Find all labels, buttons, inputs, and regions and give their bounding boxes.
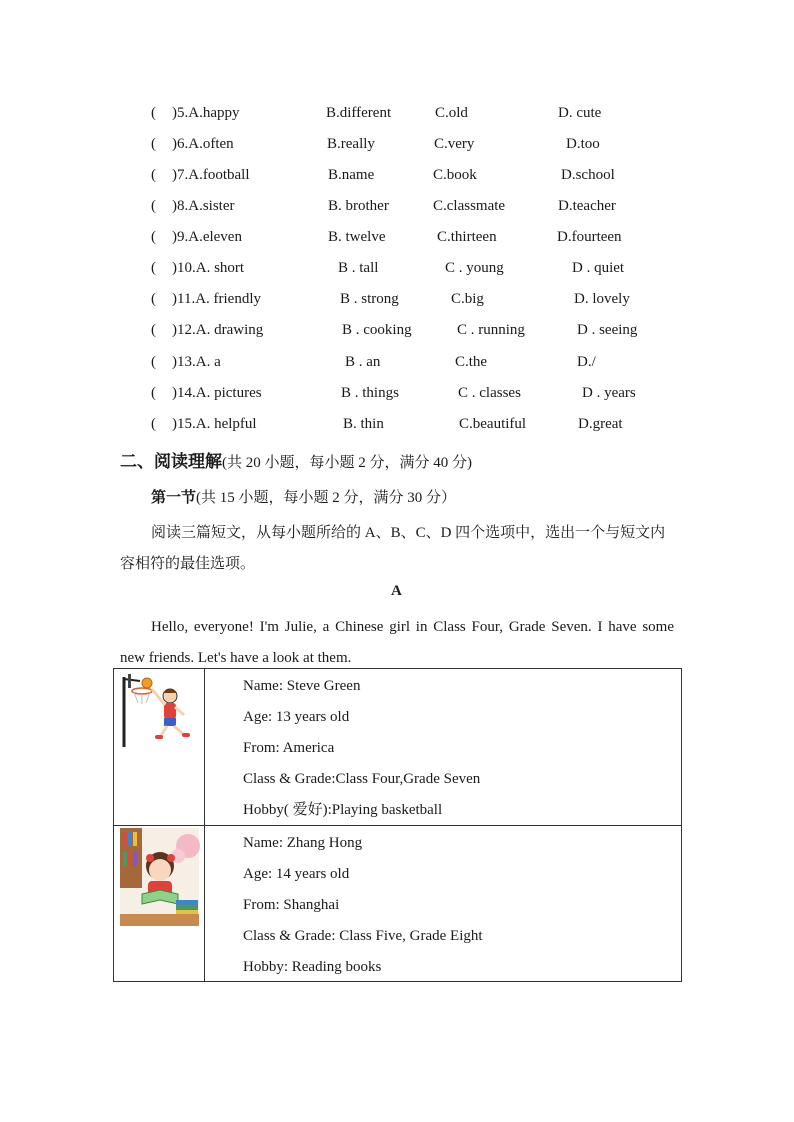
- section-heading: [120, 451, 472, 474]
- option-d: D.too: [566, 136, 600, 152]
- option-c: C.classmate: [433, 198, 506, 214]
- mcq-row-6: [0, 134, 794, 154]
- option-a: )7.A.football: [172, 167, 250, 183]
- subsection-heading: [151, 487, 456, 508]
- option-d: D . years: [582, 385, 636, 401]
- answer-paren: (: [151, 260, 156, 276]
- mcq-row-9: [0, 227, 794, 247]
- option-b: B. brother: [328, 198, 389, 214]
- option-c: C . running: [457, 322, 525, 338]
- mcq-row-15: [0, 414, 794, 434]
- answer-paren: (: [151, 229, 156, 245]
- option-b: B.name: [328, 167, 375, 183]
- option-c: C . classes: [458, 385, 521, 401]
- option-a: )15.A. helpful: [172, 416, 257, 432]
- profile-from: From: America: [243, 740, 335, 756]
- profile-name: Name: Zhang Hong: [243, 835, 363, 851]
- option-d: D . seeing: [577, 322, 638, 338]
- answer-paren: (: [151, 354, 156, 370]
- option-a: )6.A.often: [172, 136, 234, 152]
- option-c: C.book: [433, 167, 477, 183]
- mcq-row-10: [0, 258, 794, 278]
- profile-age: Age: 14 years old: [243, 866, 350, 882]
- answer-paren: (: [151, 291, 156, 307]
- mcq-row-7: [0, 165, 794, 185]
- mcq-row-12: [0, 320, 794, 340]
- passage-intro: Hello, everyone! I'm Julie, a Chinese girl in Class Four, Grade Seven. I have some new friends. Let's have a look at them.: [120, 619, 674, 666]
- profile-hobby: Hobby: Reading books: [243, 959, 382, 975]
- table-row: [114, 826, 682, 982]
- option-b: B. twelve: [328, 229, 386, 245]
- option-c: C . young: [445, 260, 504, 276]
- answer-paren: (: [151, 198, 156, 214]
- profile-image-cell: [114, 826, 205, 982]
- option-b: B . an: [345, 354, 381, 370]
- option-a: )13.A. a: [172, 354, 221, 370]
- option-b: B.different: [326, 105, 392, 121]
- answer-paren: (: [151, 322, 156, 338]
- profile-hobby: Hobby( 爱好):Playing basketball: [243, 802, 443, 818]
- profile-class-grade: Class & Grade: Class Five, Grade Eight: [243, 928, 483, 944]
- profile-info-cell: [205, 826, 682, 982]
- mcq-row-14: [0, 383, 794, 403]
- option-d: D.teacher: [558, 198, 616, 214]
- option-d: D.school: [561, 167, 615, 183]
- section-note: (共 20 小题，每小题 2 分，满分 40 分): [222, 455, 472, 471]
- answer-paren: (: [151, 105, 156, 121]
- answer-paren: (: [151, 167, 156, 183]
- option-a: )8.A.sister: [172, 198, 235, 214]
- option-a: )9.A.eleven: [172, 229, 242, 245]
- girl-reading-illustration: [114, 826, 204, 930]
- option-a: )11.A. friendly: [172, 291, 262, 307]
- answer-paren: (: [151, 416, 156, 432]
- mcq-row-8: [0, 196, 794, 216]
- option-b: B . tall: [338, 260, 379, 276]
- option-c: C.the: [455, 354, 488, 370]
- answer-paren: (: [151, 385, 156, 401]
- option-d: D./: [577, 354, 596, 370]
- option-b: B. thin: [343, 416, 384, 432]
- profile-image-cell: [114, 669, 205, 826]
- mcq-row-5: [0, 103, 794, 123]
- option-d: D.fourteen: [557, 229, 622, 245]
- section-title: 二、阅读理解: [120, 452, 222, 472]
- option-b: B . cooking: [342, 322, 412, 338]
- passage-letter: A: [391, 583, 402, 599]
- table-row: [114, 669, 682, 826]
- profile-name: Name: Steve Green: [243, 678, 361, 694]
- option-c: C.big: [451, 291, 484, 307]
- profile-age: Age: 13 years old: [243, 709, 350, 725]
- profile-table: [113, 668, 682, 982]
- mcq-row-11: [0, 289, 794, 309]
- profile-from: From: Shanghai: [243, 897, 340, 913]
- option-d: D.great: [578, 416, 623, 432]
- basketball-player-illustration: [114, 669, 204, 759]
- subsection-note: (共 15 小题，每小题 2 分，满分 30 分）: [196, 490, 457, 506]
- subsection-title: 第一节: [151, 488, 197, 506]
- option-a: )10.A. short: [172, 260, 245, 276]
- option-a: )5.A.happy: [172, 105, 240, 121]
- option-a: )14.A. pictures: [172, 385, 262, 401]
- option-c: C.old: [435, 105, 468, 121]
- option-b: B . things: [341, 385, 399, 401]
- option-b: B . strong: [340, 291, 399, 307]
- instructions: 阅读三篇短文，从每小题所给的 A、B、C、D 四个选项中，选出一个与短文内容相符的最佳选项。: [120, 525, 666, 572]
- option-d: D . quiet: [572, 260, 625, 276]
- option-b: B.really: [327, 136, 375, 152]
- option-a: )12.A. drawing: [172, 322, 264, 338]
- option-d: D. lovely: [574, 291, 630, 307]
- profile-class-grade: Class & Grade:Class Four,Grade Seven: [243, 771, 481, 787]
- answer-paren: (: [151, 136, 156, 152]
- option-c: C.thirteen: [437, 229, 497, 245]
- option-c: C.very: [434, 136, 475, 152]
- option-d: D. cute: [558, 105, 602, 121]
- mcq-row-13: [0, 352, 794, 372]
- option-c: C.beautiful: [459, 416, 527, 432]
- profile-info-cell: [205, 669, 682, 826]
